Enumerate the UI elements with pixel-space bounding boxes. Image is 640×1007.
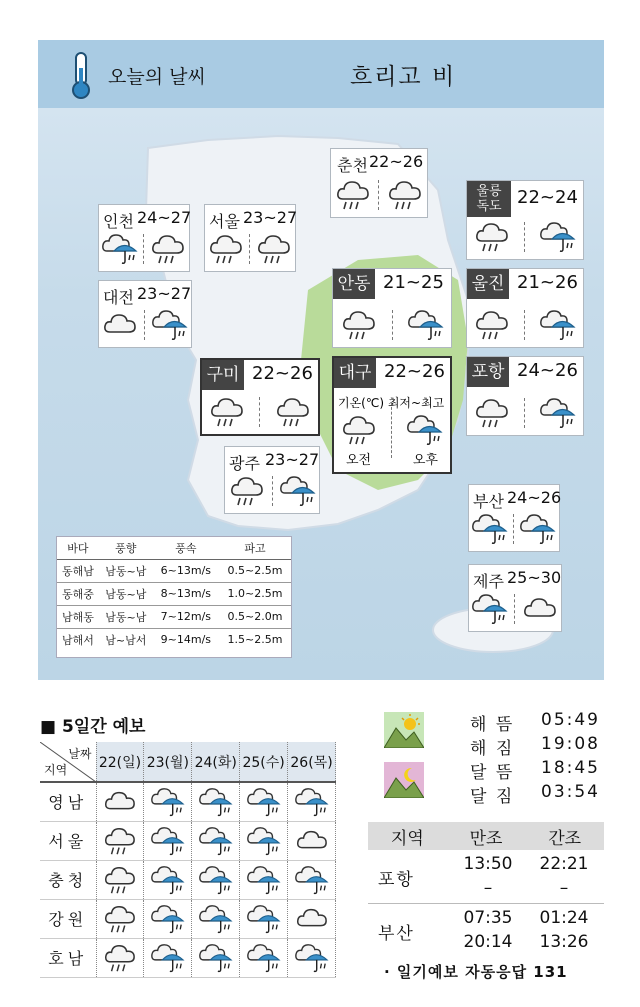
table-row [40,899,336,938]
cloud-icon [102,308,138,342]
temp-legend: 기온(℃) 최저~최고 [338,396,445,410]
tide-header: 지역 [390,828,424,849]
cloud-rain-icon [103,942,137,974]
wave-height: 0.5~2.5m [219,559,291,582]
wave-height: 1.0~2.5m [219,582,291,605]
umbrella-cloud-icon [407,413,443,447]
wind-speed: 7~12m/s [153,605,219,628]
city-name: 춘천 [337,156,368,175]
city-name-tag [467,181,511,217]
umbrella-cloud-icon [151,825,185,857]
umbrella-cloud-icon [295,786,329,818]
city-card-gumi [200,358,320,436]
tide-header: 간조 [548,828,582,849]
umbrella-cloud-icon [151,903,185,935]
sea-area: 남해서 [61,633,94,647]
moonrise-row [470,758,600,783]
city-card-andong [332,268,452,348]
moonrise-icon [384,762,424,798]
forecast-title: ■ 5일간 예보 [40,717,146,737]
forecast-day: 24(화) [192,742,240,782]
thermometer-icon [68,50,94,100]
city-temp: 25~30 [507,568,562,587]
umbrella-cloud-icon [520,512,556,546]
wind-direction: 남동~남 [99,559,153,582]
cloud-rain-icon [474,308,510,342]
wind-speed: 6~13m/s [153,559,219,582]
cloud-icon [295,825,329,857]
city-temp: 24~26 [507,488,562,507]
umbrella-cloud-icon [151,942,185,974]
umbrella-cloud-icon [199,825,233,857]
sun-time: 19:08 [541,734,600,754]
cloud-rain-icon [335,178,371,212]
cloud-icon [295,903,329,935]
city-temp: 21~26 [517,272,578,293]
moonset-row [470,782,600,807]
sea-area: 동해남 [57,559,99,582]
umbrella-cloud-icon [247,864,281,896]
city-temp: 24~26 [517,360,578,381]
cloud-rain-icon [387,178,423,212]
city-name-top: 울릉 [476,184,502,199]
umbrella-cloud-icon [199,786,233,818]
city-temp: 23~27 [265,450,320,469]
city-name-tag: 울진 [467,269,509,299]
sun-moon-times [382,706,602,806]
high-tide: 13:50 [463,854,513,874]
pm-label: 오후 [412,453,438,468]
corner-date-label: 날짜 [68,747,92,761]
forecast-region: 강원 [40,899,96,938]
forecast-day: 22(일) [96,742,144,782]
cloud-rain-icon [341,308,377,342]
city-name-tag: 포항 [467,357,509,387]
cloud-rain-icon [229,474,265,508]
city-card-gwangju [224,446,320,514]
table-row [40,938,336,977]
city-name: 광주 [229,454,260,473]
sun-label: 해 뜸 [470,715,515,735]
cloud-rain-icon [256,232,292,266]
table-row [57,605,291,628]
umbrella-cloud-icon [199,903,233,935]
low-tide: 01:24 [539,908,589,928]
am-label: 오전 [346,453,372,468]
tide-table [368,822,604,958]
moon-label: 달 짐 [470,787,515,807]
table-row [368,850,604,904]
wind-direction: 남동~남 [99,605,153,628]
umbrella-cloud-icon [408,308,444,342]
wind-direction: 남동~남 [99,582,153,605]
umbrella-cloud-icon [151,786,185,818]
forecast-day: 25(수) [240,742,288,782]
high-tide: – [483,878,493,898]
page-title: 오늘의 날씨 [108,66,206,88]
title-bar [38,40,604,108]
wind-speed: 9~14m/s [160,633,212,647]
city-card-seoul [204,204,296,272]
table-row [57,559,291,582]
sea-area: 남해동 [57,605,99,628]
tide-region: 부산 [378,924,415,944]
weather-map-panel [38,40,604,680]
forecast-day: 23(월) [144,742,192,782]
sunrise-icon [384,712,424,748]
city-temp: 22~24 [517,187,578,208]
table-row [40,860,336,899]
umbrella-cloud-icon [295,864,329,896]
city-name: 제주 [473,572,504,591]
tide-region: 포항 [378,870,415,890]
city-name-tag: 안동 [333,269,375,299]
wind-speed: 8~13m/s [153,582,219,605]
cloud-rain-icon [341,413,377,447]
forecast-region: 서울 [40,821,96,860]
forecast-region: 호남 [40,938,96,977]
umbrella-cloud-icon [152,308,188,342]
umbrella-cloud-icon [247,942,281,974]
corner-region-label: 지역 [44,763,68,777]
city-card-jeju [468,564,562,632]
city-name: 부산 [473,492,504,511]
auto-response-note: · 일기예보 자동응답 131 [384,963,568,981]
umbrella-cloud-icon [199,942,233,974]
cloud-rain-icon [474,220,510,254]
moon-time: 03:54 [541,782,600,802]
city-name: 대전 [103,288,134,307]
city-temp: 21~25 [383,272,444,293]
table-corner [40,742,96,782]
umbrella-cloud-icon [151,864,185,896]
umbrella-cloud-icon [540,220,576,254]
umbrella-cloud-icon [540,308,576,342]
cloud-rain-icon [208,232,244,266]
low-tide: 22:21 [539,854,589,874]
high-tide: 20:14 [463,932,513,952]
cloud-rain-icon [150,232,186,266]
city-card-uljin [466,268,584,348]
cloud-rain-icon [103,903,137,935]
umbrella-cloud-icon [247,786,281,818]
sea-header: 풍속 [153,537,219,559]
table-row [57,582,291,605]
forecast-day: 26(목) [288,742,336,782]
city-card-incheon [98,204,190,272]
forecast-region: 충청 [40,860,96,899]
city-temp: 23~27 [243,208,298,227]
table-row [368,904,604,958]
umbrella-cloud-icon [472,592,508,626]
tide-header: 만조 [469,828,503,849]
sea-header: 풍향 [99,537,153,559]
umbrella-cloud-icon [199,864,233,896]
cloud-icon [522,592,558,626]
city-card-busan [468,484,560,552]
umbrella-cloud-icon [472,512,508,546]
city-name-tag: 대구 [334,358,376,388]
table-row [57,628,291,651]
moon-time: 18:45 [541,758,600,778]
table-row [40,782,336,821]
five-day-forecast-table [40,742,336,978]
city-card-pohang [466,356,584,436]
moon-label: 달 뜸 [470,763,515,783]
city-card-daegu [332,356,452,474]
forecast-region: 영남 [40,782,96,821]
city-temp: 24~27 [137,208,192,227]
sea-header: 바다 [57,537,99,559]
city-card-ulleung [466,180,584,260]
cloud-rain-icon [103,825,137,857]
sun-label: 해 짐 [470,739,515,759]
sea-area: 동해중 [57,582,99,605]
city-card-daejeon [98,280,192,348]
sun-time: 05:49 [541,710,600,730]
cloud-rain-icon [209,395,245,429]
umbrella-cloud-icon [540,396,576,430]
umbrella-cloud-icon [102,232,138,266]
table-row [40,821,336,860]
umbrella-cloud-icon [280,474,316,508]
weather-condition: 흐리고 비 [350,64,457,90]
umbrella-cloud-icon [247,903,281,935]
city-temp: 23~27 [137,284,192,303]
sunset-row [470,734,600,759]
umbrella-cloud-icon [295,942,329,974]
city-name: 인천 [103,212,134,231]
city-name: 서울 [209,212,240,231]
low-tide: 13:26 [539,932,589,952]
city-temp: 22~26 [252,363,313,384]
city-name-bottom: 독도 [476,199,502,214]
wind-direction: 남~남서 [105,633,147,647]
city-card-chuncheon [330,148,428,218]
cloud-icon [103,786,137,818]
wave-height: 1.5~2.5m [227,633,283,647]
cloud-rain-icon [275,395,311,429]
city-name-tag: 구미 [202,360,244,390]
cloud-rain-icon [103,864,137,896]
wave-height: 0.5~2.0m [219,605,291,628]
low-tide: – [559,878,569,898]
sunrise-row [470,710,600,735]
umbrella-cloud-icon [247,825,281,857]
sea-conditions-table [56,536,292,658]
city-temp: 22~26 [384,361,445,382]
sea-header: 파고 [219,537,291,559]
city-temp: 22~26 [369,152,424,171]
cloud-rain-icon [474,396,510,430]
high-tide: 07:35 [463,908,513,928]
